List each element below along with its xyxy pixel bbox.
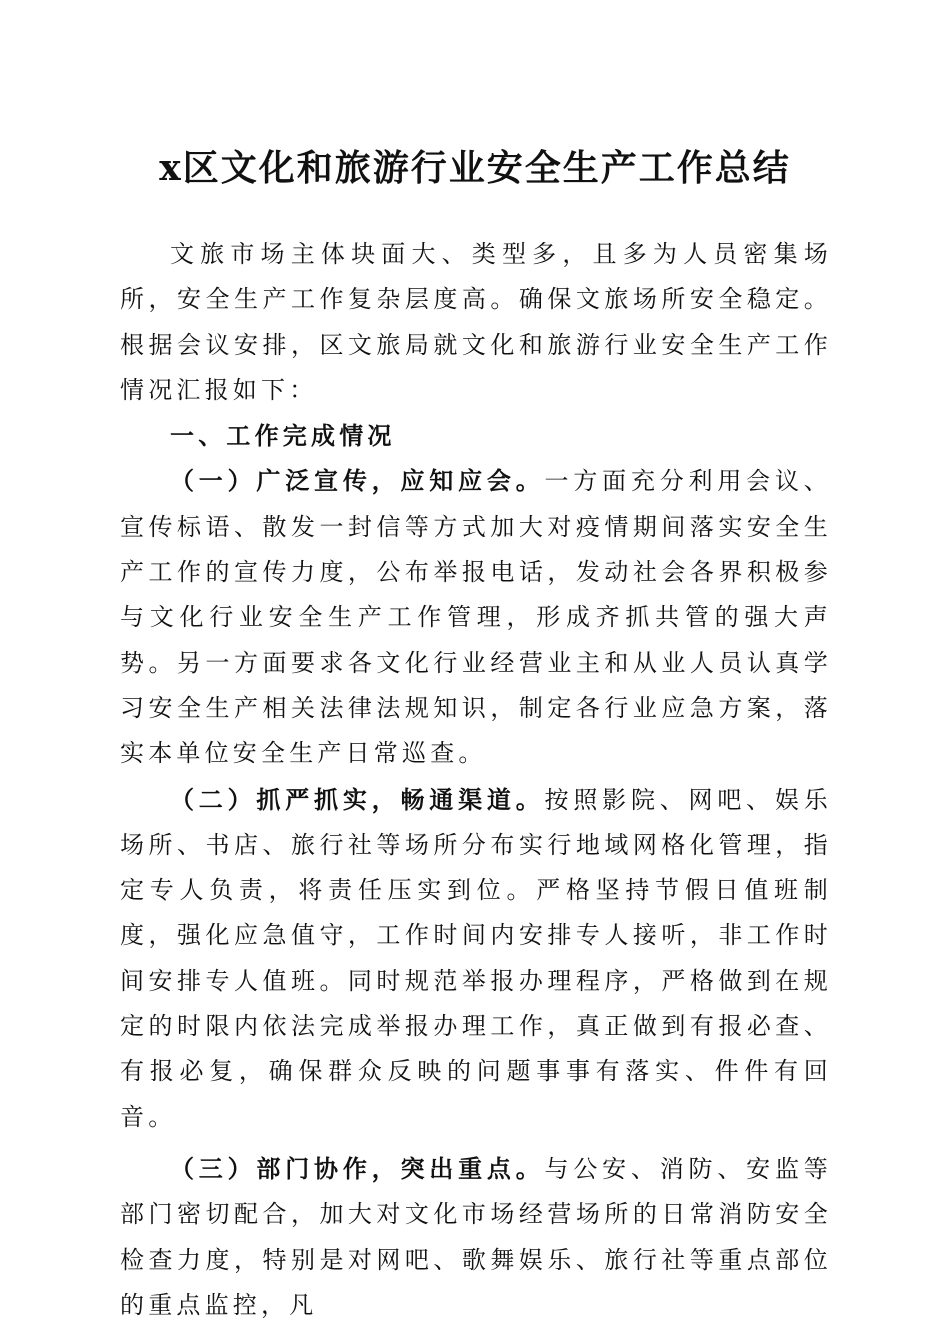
intro-paragraph: 文旅市场主体块面大、类型多，且多为人员密集场所，安全生产工作复杂层度高。确保文旅场所安全稳定。根据会议安排，区文旅局就文化和旅游行业安全生产工作情况汇报如下： bbox=[120, 240, 832, 404]
item-text-1: 一方面充分利用会议、宣传标语、散发一封信等方式加大对疫情期间落实安全生产工作的宣传力度，公布举报电话，发动社会各界积极参与文化行业安全生产工作管理，形成齐抓共管的强大声势。另一方面要求各文化行业经营业主和从业人员认真学习安全生产相关法律法规知识，制定各行业应急方案，落实本单位安全生产日常巡查。 bbox=[120, 467, 832, 768]
item-paragraph-2 bbox=[120, 777, 832, 1140]
item-text-3: 与公安、消防、安监等部门密切配合，加大对文化市场经营场所的日常消防安全检查力度，特别是对网吧、歌舞娱乐、旅行社等重点部位的重点监控，凡 bbox=[120, 1154, 832, 1319]
item-paragraph-3 bbox=[120, 1146, 832, 1328]
item-text-2: 按照影院、网吧、娱乐场所、书店、旅行社等场所分布实行地域网格化管理，指定专人负责，将责任压实到位。严格坚持节假日值班制度，强化应急值守，工作时间内安排专人接听，非工作时间安排专人值班。同时规范举报办理程序，严格做到在规定的时限内依法完成举报办理工作，真正做到有报必查、有报必复，确保群众反映的问题事事有落实、件件有回音。 bbox=[120, 785, 832, 1131]
item-lead-1: （一）广泛宣传，应知应会。 bbox=[170, 466, 545, 496]
document-title: x区文化和旅游行业安全生产工作总结 bbox=[159, 147, 791, 189]
item-lead-3: （三）部门协作，突出重点。 bbox=[170, 1153, 545, 1183]
section-heading: 一、工作完成情况 bbox=[170, 421, 396, 451]
item-lead-2: （二）抓严抓实，畅通渠道。 bbox=[170, 784, 545, 814]
item-paragraph-1 bbox=[120, 458, 832, 776]
document-body bbox=[120, 232, 832, 1328]
